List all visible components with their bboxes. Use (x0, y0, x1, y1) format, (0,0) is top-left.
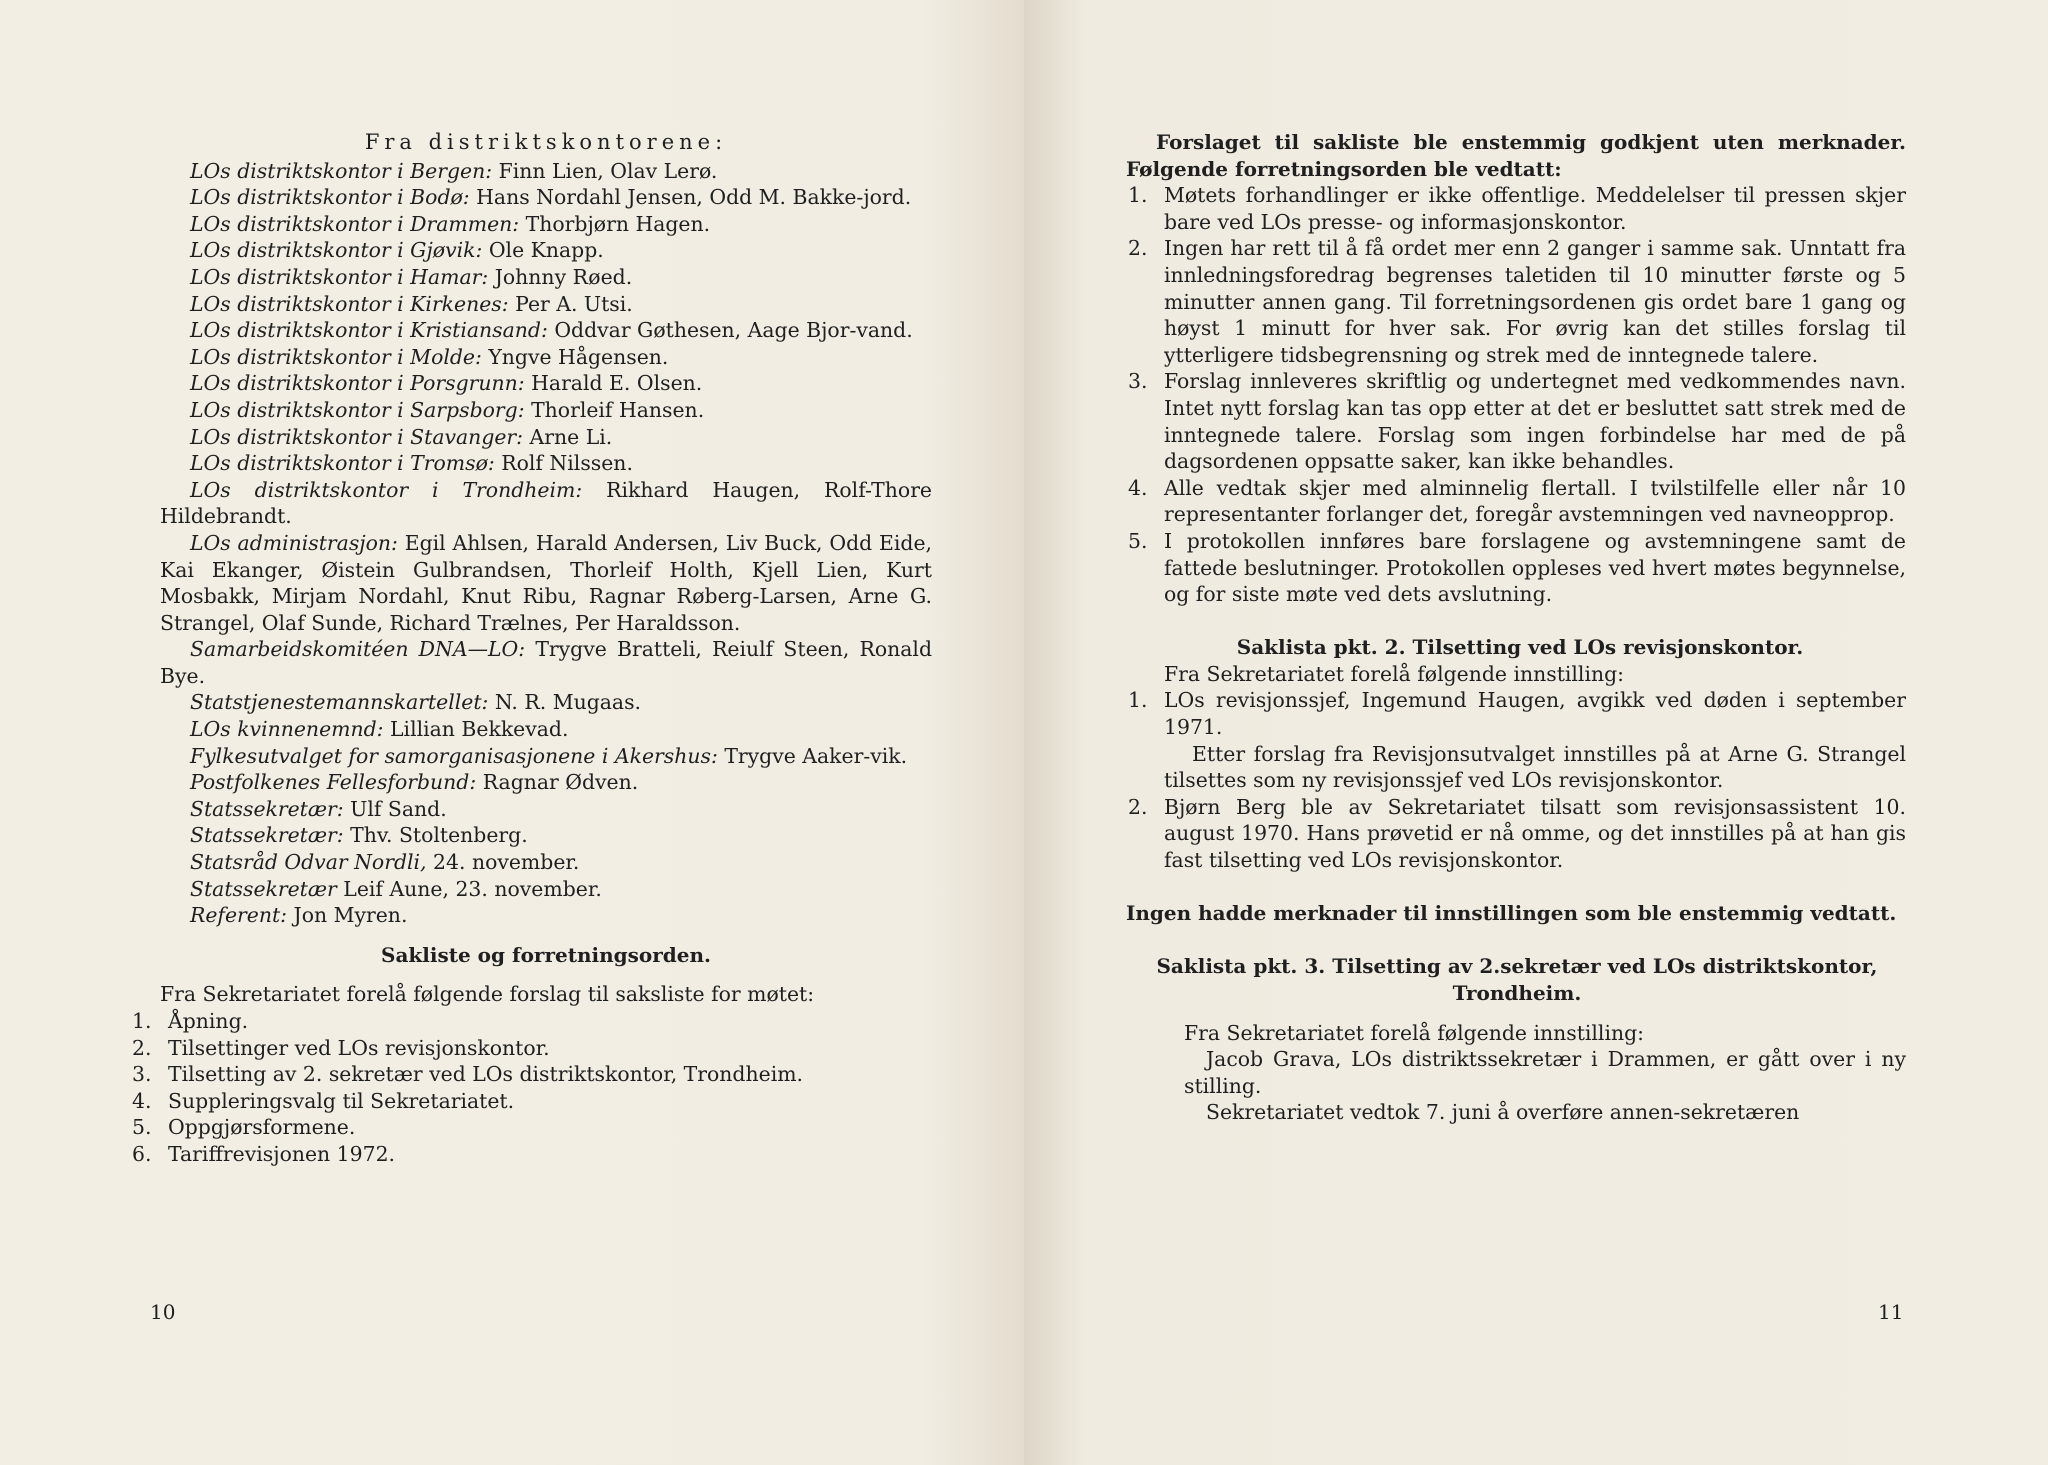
district-entry-label: Postfolkenes Fellesforbund: (190, 770, 477, 795)
agenda-item-text: Suppleringsvalg til Sekretariatet. (168, 1088, 515, 1113)
district-entry (160, 530, 932, 636)
district-entry (160, 317, 932, 344)
district-entry-names: Finn Lien, Olav Lerø. (498, 158, 718, 183)
district-entry-label: LOs distriktskontor i Tromsø: (190, 451, 495, 476)
district-entry-names: Thorleif Hansen. (531, 397, 705, 422)
section2-intro: Fra Sekretariatet forelå følgende innstilling: (1164, 661, 1625, 686)
district-entry-names: Ragnar Ødven. (482, 770, 639, 795)
district-entry-label: LOs distriktskontor i Molde: (190, 344, 482, 369)
rule-item (1128, 235, 1906, 368)
district-entry-names: Leif Aune, 23. november. (343, 876, 602, 901)
section2-item-1-continuation: Etter forslag fra Revisjonsutvalget innstilles på at Arne G. Strangel tilsettes som ny revisjonssjef ved LOs revisjonskontor. (1164, 741, 1906, 793)
district-entry-names: Arne Li. (529, 424, 613, 449)
agenda-item (132, 1141, 932, 1168)
district-entry-names: Rikhard Haugen, Rolf-Thore Hildebrandt. (160, 477, 933, 529)
section3-paragraph-1: Jacob Grava, LOs distriktssekretær i Drammen, er gått over i ny stilling. (1184, 1047, 1906, 1098)
district-entry-label: LOs distriktskontor i Hamar: (190, 264, 489, 289)
district-entry-names: Oddvar Gøthesen, Aage Bjor-vand. (554, 318, 913, 343)
district-entry (160, 344, 932, 371)
district-entry-label: LOs distriktskontor i Trondheim: (190, 477, 583, 502)
agenda-item-text: Åpning. (168, 1009, 249, 1033)
district-entry-names: Jon Myren. (293, 903, 408, 928)
rule-item (1128, 368, 1906, 474)
agenda-item (132, 1114, 932, 1141)
rule-item-text: Ingen har rett til å få ordet mer enn 2 ganger i samme sak. Unntatt fra innledningsforedrag begrenses taletiden til 10 minutter første og 5 minutter annen gang. Til forretningsordenen gis ordet bare 1 gang og høyst 1 minutt for hver sak. For øvrig kan det stilles forslag til ytterligere tidsbegrensning og strek med de inntegnede talere. (1164, 236, 1906, 367)
district-entry (160, 902, 932, 929)
district-entry (160, 424, 932, 451)
agenda-item-number: 3. (132, 1062, 152, 1087)
district-entry (160, 264, 932, 291)
rule-item-number: 2. (1128, 236, 1148, 261)
district-entry-label: Statssekretær (190, 876, 337, 901)
district-entry-names: Johnny Røed. (494, 264, 633, 289)
district-list (160, 158, 932, 929)
district-entry-names: N. R. Mugaas. (494, 690, 642, 715)
agenda-item-text: Tilsetting av 2. sekretær ved LOs distriktskontor, Trondheim. (168, 1062, 804, 1087)
agenda-item (132, 1061, 932, 1088)
agenda-item-text: Tilsettinger ved LOs revisjonskontor. (168, 1035, 550, 1060)
agenda-item-text: Oppgjørsformene. (168, 1115, 356, 1140)
district-entry-label: LOs distriktskontor i Drammen: (190, 211, 520, 236)
page-number-left: 10 (150, 1300, 176, 1324)
district-entry (160, 743, 932, 770)
approval-text: Forslaget til sakliste ble enstemmig godkjent uten merknader. Følgende forretningsorden ble vedtatt: (1126, 130, 1906, 181)
district-entry (160, 158, 932, 185)
section2-item-2-number: 2. (1128, 794, 1148, 819)
agenda-item (132, 1088, 932, 1115)
district-entry (160, 636, 932, 689)
section3-paragraph-2: Sekretariatet vedtok 7. juni å overføre annen-sekretæren (1206, 1100, 1800, 1125)
section-intro: Fra Sekretariatet forelå følgende forslag til saksliste for møtet: (160, 982, 815, 1007)
district-entry-label: Referent: (190, 903, 288, 928)
district-entry (160, 822, 932, 849)
rule-item (1128, 182, 1906, 235)
district-entry-names: Rolf Nilssen. (501, 451, 633, 476)
district-entry-names: Thorbjørn Hagen. (525, 211, 711, 236)
district-entry-label: LOs distriktskontor i Kirkenes: (190, 291, 509, 316)
agenda-list (132, 1008, 932, 1168)
district-entry-names: Lillian Bekkevad. (390, 717, 569, 742)
agenda-item-number: 2. (132, 1035, 152, 1060)
section3-title: Saklista pkt. 3. Tilsetting av 2.sekretær ved LOs distriktskontor, Trondheim. (1156, 954, 1878, 1005)
district-entry-names: 24. november. (433, 850, 580, 875)
rule-item-text: I protokollen innføres bare forslagene og avstemningene samt de fattede beslutninger. Protokollen oppleses ved hvert møtes begynnelse, og for siste møte ved dets avslutning. (1164, 528, 1906, 607)
district-entry-label: LOs distriktskontor i Gjøvik: (190, 238, 483, 263)
district-entry-label: Statssekretær: (190, 796, 344, 821)
district-entry (160, 689, 932, 716)
rule-item-number: 1. (1128, 183, 1148, 208)
page-number-right: 11 (1878, 1300, 1904, 1324)
district-entry-label: Statstjenestemannskartellet: (190, 690, 489, 715)
district-entry (160, 370, 932, 397)
district-entry-label: LOs administrasjon: (190, 530, 398, 555)
district-entry (160, 796, 932, 823)
rules-list (1128, 182, 1906, 608)
district-entry-label: LOs distriktskontor i Bergen: (190, 158, 493, 183)
section-title-sakliste: Sakliste og forretningsorden. (381, 942, 711, 967)
rule-item (1128, 528, 1906, 608)
district-entry (160, 849, 932, 876)
district-entry-names: Per A. Utsi. (515, 291, 633, 316)
district-entry-label: LOs kvinnenemnd: (190, 717, 384, 742)
district-entry-label: LOs distriktskontor i Bodø: (190, 185, 470, 210)
section2-result: Ingen hadde merknader til innstillingen som ble enstemmig vedtatt. (1126, 901, 1897, 926)
district-entry-names: Trygve Aaker-vik. (724, 743, 908, 768)
district-entry-names: Ulf Sand. (350, 796, 447, 821)
agenda-item-number: 1. (132, 1009, 152, 1033)
district-entry (160, 716, 932, 743)
agenda-item-number: 4. (132, 1088, 152, 1113)
section2-item-1-number: 1. (1128, 688, 1148, 713)
agenda-item-number: 6. (132, 1141, 152, 1166)
right-page-column (1126, 129, 1906, 1126)
district-entry (160, 769, 932, 796)
rule-item-text: Forslag innleveres skriftlig og undertegnet med vedkommendes navn. Intet nytt forslag kan tas opp etter at det er besluttet satt strek med de inntegnede talere. Forslag som ingen forbindelse har med de på dagsordenen oppsatte saker, kan ikke behandles. (1164, 369, 1906, 474)
left-page-column (132, 129, 933, 1168)
agenda-item (132, 1008, 932, 1035)
district-entry-names: Harald E. Olsen. (531, 371, 703, 396)
district-entry (160, 211, 932, 238)
rule-item-text: Alle vedtak skjer med alminnelig flertall. I tvilstilfelle eller når 10 representanter forlanger det, foregår avstemningen ved navneopprop. (1164, 475, 1906, 527)
district-entry-label: LOs distriktskontor i Sarpsborg: (190, 397, 525, 422)
rule-item-number: 4. (1128, 475, 1148, 500)
district-entry-label: LOs distriktskontor i Porsgrunn: (190, 371, 525, 396)
rule-item-number: 5. (1128, 528, 1148, 553)
district-entry-label: LOs distriktskontor i Stavanger: (190, 424, 524, 449)
district-entry (160, 450, 932, 477)
district-entry (160, 291, 932, 318)
district-entry-label: Fylkesutvalget for samorganisasjonene i Akershus: (190, 743, 718, 768)
section2-item-1-text: LOs revisjonssjef, Ingemund Haugen, avgikk ved døden i september 1971. (1164, 688, 1906, 740)
district-entry (160, 184, 932, 211)
section2-title: Saklista pkt. 2. Tilsetting ved LOs revisjonskontor. (1236, 635, 1804, 660)
district-entry-label: LOs distriktskontor i Kristiansand: (190, 318, 548, 343)
left-heading: Fra distriktskontorene: (364, 130, 728, 154)
district-entry (160, 237, 932, 264)
district-entry (160, 876, 932, 903)
section2-list (1128, 687, 1906, 873)
district-entry-names: Hans Nordahl Jensen, Odd M. Bakke-jord. (476, 185, 912, 210)
district-entry-names: Yngve Hågensen. (488, 344, 669, 369)
district-entry-names: Egil Ahlsen, Harald Andersen, Liv Buck, Odd Eide, Kai Ekanger, Øistein Gulbrandsen, Thorleif Holth, Kjell Lien, Kurt Mosbakk, Mirjam Nordahl, Knut Ribu, Ragnar Røberg-Larsen, Arne G. Strangel, Olaf Sunde, Richard Trælnes, Per Haraldsson. (160, 530, 933, 635)
district-entry-names: Trygve Bratteli, Reiulf Steen, Ronald Bye. (160, 637, 933, 688)
agenda-item (132, 1035, 932, 1062)
district-entry-label: Statssekretær: (190, 823, 344, 848)
district-entry-names: Thv. Stoltenberg. (350, 823, 528, 848)
section2-item-2 (1128, 794, 1906, 874)
section3-intro: Fra Sekretariatet forelå følgende innstilling: (1184, 1020, 1645, 1045)
section2-item-1 (1128, 687, 1906, 793)
district-entry-label: Samarbeidskomitéen DNA—LO: (190, 637, 526, 662)
rule-item (1128, 475, 1906, 528)
rule-item-number: 3. (1128, 369, 1148, 394)
district-entry-names: Ole Knapp. (488, 238, 604, 263)
district-entry (160, 477, 932, 530)
rule-item-text: Møtets forhandlinger er ikke offentlige. Meddelelser til pressen skjer bare ved LOs presse- og informasjonskontor. (1164, 183, 1906, 234)
agenda-item-text: Tariffrevisjonen 1972. (168, 1141, 396, 1166)
district-entry-label: Statsråd Odvar Nordli, (190, 850, 427, 875)
district-entry (160, 397, 932, 424)
section2-item-2-text: Bjørn Berg ble av Sekretariatet tilsatt som revisjonsassistent 10. august 1970. Hans prøvetid er nå omme, og det innstilles på at han gis fast tilsetting ved LOs revisjonskontor. (1164, 794, 1906, 873)
agenda-item-number: 5. (132, 1115, 152, 1140)
